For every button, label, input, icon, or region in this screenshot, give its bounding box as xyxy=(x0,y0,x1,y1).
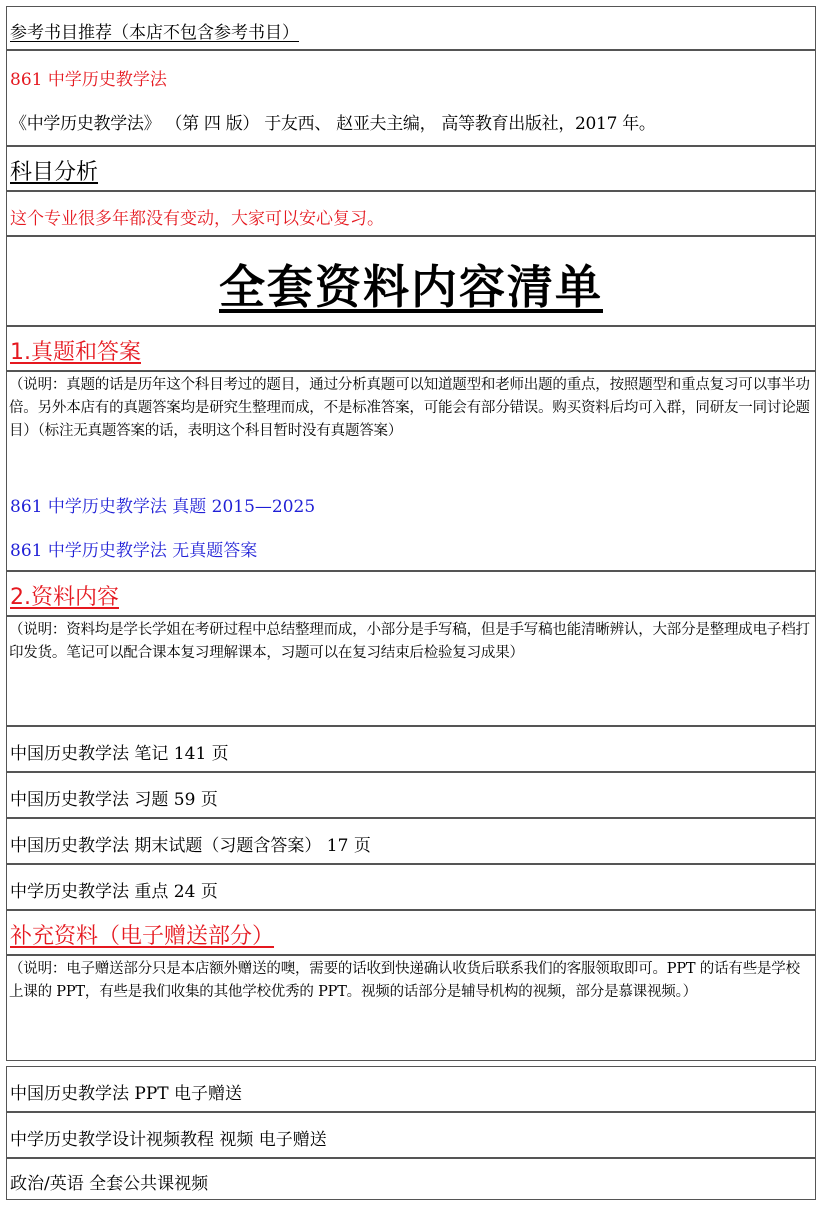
section3-item: 中国历史教学法 PPT 电子赠送 xyxy=(10,1084,243,1104)
reference-course: 861 中学历史教学法 xyxy=(10,70,167,90)
material-list-table xyxy=(6,6,816,1200)
section3-note-row xyxy=(6,955,816,1061)
section2-note-row xyxy=(6,616,816,726)
section2-note: （说明：资料均是学长学姐在考研过程中总结整理而成，小部分是手写稿，但是手写稿也能清晰辨认，大部分是整理成电子档打印发货。笔记可以配合课本复习理解课本，习题可以在复习结束后检验复习成果） xyxy=(9,622,810,661)
analysis-heading: 科目分析 xyxy=(10,160,99,185)
main-title: 全套资料内容清单 xyxy=(219,260,603,314)
section2-item: 中国历史教学法 笔记 141 页 xyxy=(10,744,229,764)
analysis-text-row xyxy=(6,191,816,236)
section3-heading-row xyxy=(6,910,816,955)
section2-item: 中国历史教学法 习题 59 页 xyxy=(10,790,218,810)
section1-content-row xyxy=(6,371,816,571)
reference-content-row xyxy=(6,50,816,146)
section2-item-row xyxy=(6,772,816,818)
section2-heading-row xyxy=(6,571,816,616)
section2-item-row xyxy=(6,864,816,910)
reference-heading-row xyxy=(6,6,816,50)
section3-item-row xyxy=(6,1112,816,1158)
reference-book: 《中学历史教学法》 （第 四 版） 于友西、 赵亚夫主编， 高等教育出版社，2017 年。 xyxy=(10,114,656,134)
section3-note: （说明：电子赠送部分只是本店额外赠送的噢，需要的话收到快递确认收货后联系我们的客服领取即可。PPT 的话有些是学校上课的 PPT，有些是我们收集的其他学校优秀的 PPT。视频的话部分是辅导机构的视频，部分是慕课视频。） xyxy=(9,961,800,1000)
main-title-row xyxy=(6,236,816,326)
section1-heading-row xyxy=(6,326,816,371)
section1-item: 861 中学历史教学法 无真题答案 xyxy=(10,541,258,561)
analysis-heading-row xyxy=(6,146,816,191)
analysis-text: 这个专业很多年都没有变动，大家可以安心复习。 xyxy=(10,209,384,229)
section3-item: 中学历史教学设计视频教程 视频 电子赠送 xyxy=(10,1130,327,1150)
section3-item: 政治/英语 全套公共课视频 xyxy=(10,1174,209,1194)
reference-heading: 参考书目推荐（本店不包含参考书目） xyxy=(10,23,299,43)
section1-note: （说明：真题的话是历年这个科目考过的题目，通过分析真题可以知道题型和老师出题的重点，按照题型和重点复习可以事半功倍。另外本店有的真题答案均是研究生整理而成，不是标准答案，可能会有部分错误。购买资料后均可入群，同研友一同讨论题目）（标注无真题答案的话，表明这个科目暂时没有真题答案） xyxy=(9,377,810,439)
section1-item: 861 中学历史教学法 真题 2015—2025 xyxy=(10,497,316,517)
section3-item-row xyxy=(6,1066,816,1112)
section1-heading: 1.真题和答案 xyxy=(10,340,141,365)
section2-item: 中国历史教学法 期末试题（习题含答案） 17 页 xyxy=(10,836,371,856)
section2-heading: 2.资料内容 xyxy=(10,585,119,610)
section2-item-row xyxy=(6,818,816,864)
section3-heading: 补充资料（电子赠送部分） xyxy=(10,924,275,949)
section2-item-row xyxy=(6,726,816,772)
section2-item: 中学历史教学法 重点 24 页 xyxy=(10,882,218,902)
section3-item-row xyxy=(6,1158,816,1200)
